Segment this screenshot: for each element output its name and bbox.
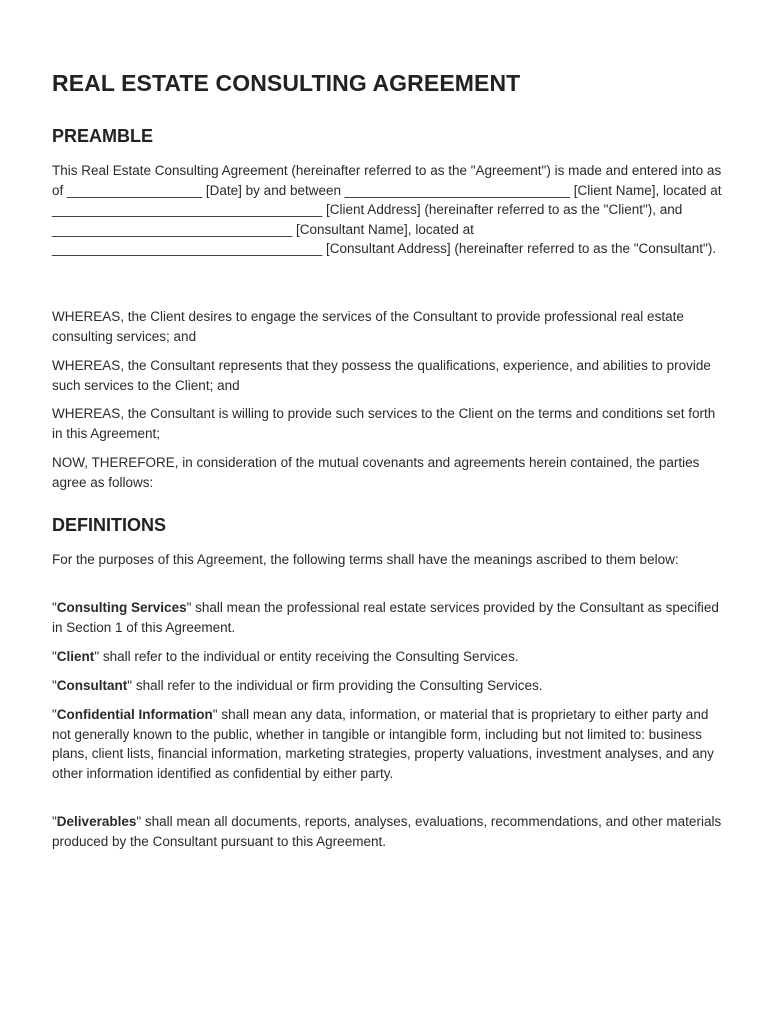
definition-term: Consulting Services [56,600,187,615]
whereas-clause-1: WHEREAS, the Client desires to engage the services of the Consultant to provide professional real estate consulting services; and [52,309,684,344]
definition-text: " shall mean all documents, reports, analyses, evaluations, recommendations, and other materials produced by the Consultant pursuant to this Agreement. [52,814,722,849]
definition-text: " shall refer to the individual or firm providing the Consulting Services. [127,678,543,693]
definition-term: Consultant [56,678,128,693]
now-therefore-clause: NOW, THEREFORE, in consideration of the mutual covenants and agreements herein contained, the parties agree as follows: [52,455,700,490]
definition-term: Deliverables [56,814,137,829]
definitions-intro: For the purposes of this Agreement, the following terms shall have the meanings ascribed to them below: [52,552,679,567]
whereas-clause-3: WHEREAS, the Consultant is willing to provide such services to the Client on the terms and conditions set forth in this Agreement; [52,406,716,441]
whereas-clause-2: WHEREAS, the Consultant represents that they possess the qualifications, experience, and abilities to provide such services to the Client; and [52,358,711,393]
definition-consultant: "Consultant" shall refer to the individual or firm providing the Consulting Services. [52,678,543,693]
definitions-heading: DEFINITIONS [52,515,167,535]
preamble-heading: PREAMBLE [52,126,154,146]
document-title: REAL ESTATE CONSULTING AGREEMENT [52,70,521,96]
definition-text: " shall refer to the individual or entity receiving the Consulting Services. [94,649,519,664]
definition-client: "Client" shall refer to the individual or entity receiving the Consulting Services. [52,649,519,664]
definition-term: Client [56,649,95,664]
definition-confidential-information: "Confidential Information" shall mean any data, information, or material that is proprietary to either party and not generally known to the public, whether in tangible or intangible form, including but not limited to: business plans, client lists, financial information, marketing strategies, property valuations, investment analyses, and any other information identified as confidential by either party. [52,707,714,781]
definition-deliverables: "Deliverables" shall mean all documents, reports, analyses, evaluations, recommendations, and other materials produced by the Consultant pursuant to this Agreement. [52,814,722,849]
definition-consulting-services: "Consulting Services" shall mean the professional real estate services provided by the Consultant as specified in Section 1 of this Agreement. [52,600,719,635]
definition-text: " shall mean any data, information, or material that is proprietary to either party and not generally known to the public, whether in tangible or intangible form, including but not limited to: business plans, client lists, financial information, marketing strategies, property valuations, investment analyses, and any other information identified as confidential by either party. [52,707,714,781]
preamble-intro: This Real Estate Consulting Agreement (hereinafter referred to as the "Agreement") is made and entered into as of __________________ [Date] by and between ______________________________ [Client Name], located at ____________________________________ [Client Address] (hereinafter referred to as the "Client"), and ________________________________ [Consultant Name], located at ____________________________________ [Consultant Address] (hereinafter referred to as the "Consultant"). [52,163,722,256]
definition-term: Confidential Information [56,707,213,722]
definition-text: " shall mean the professional real estate services provided by the Consultant as specified in Section 1 of this Agreement. [52,600,719,635]
